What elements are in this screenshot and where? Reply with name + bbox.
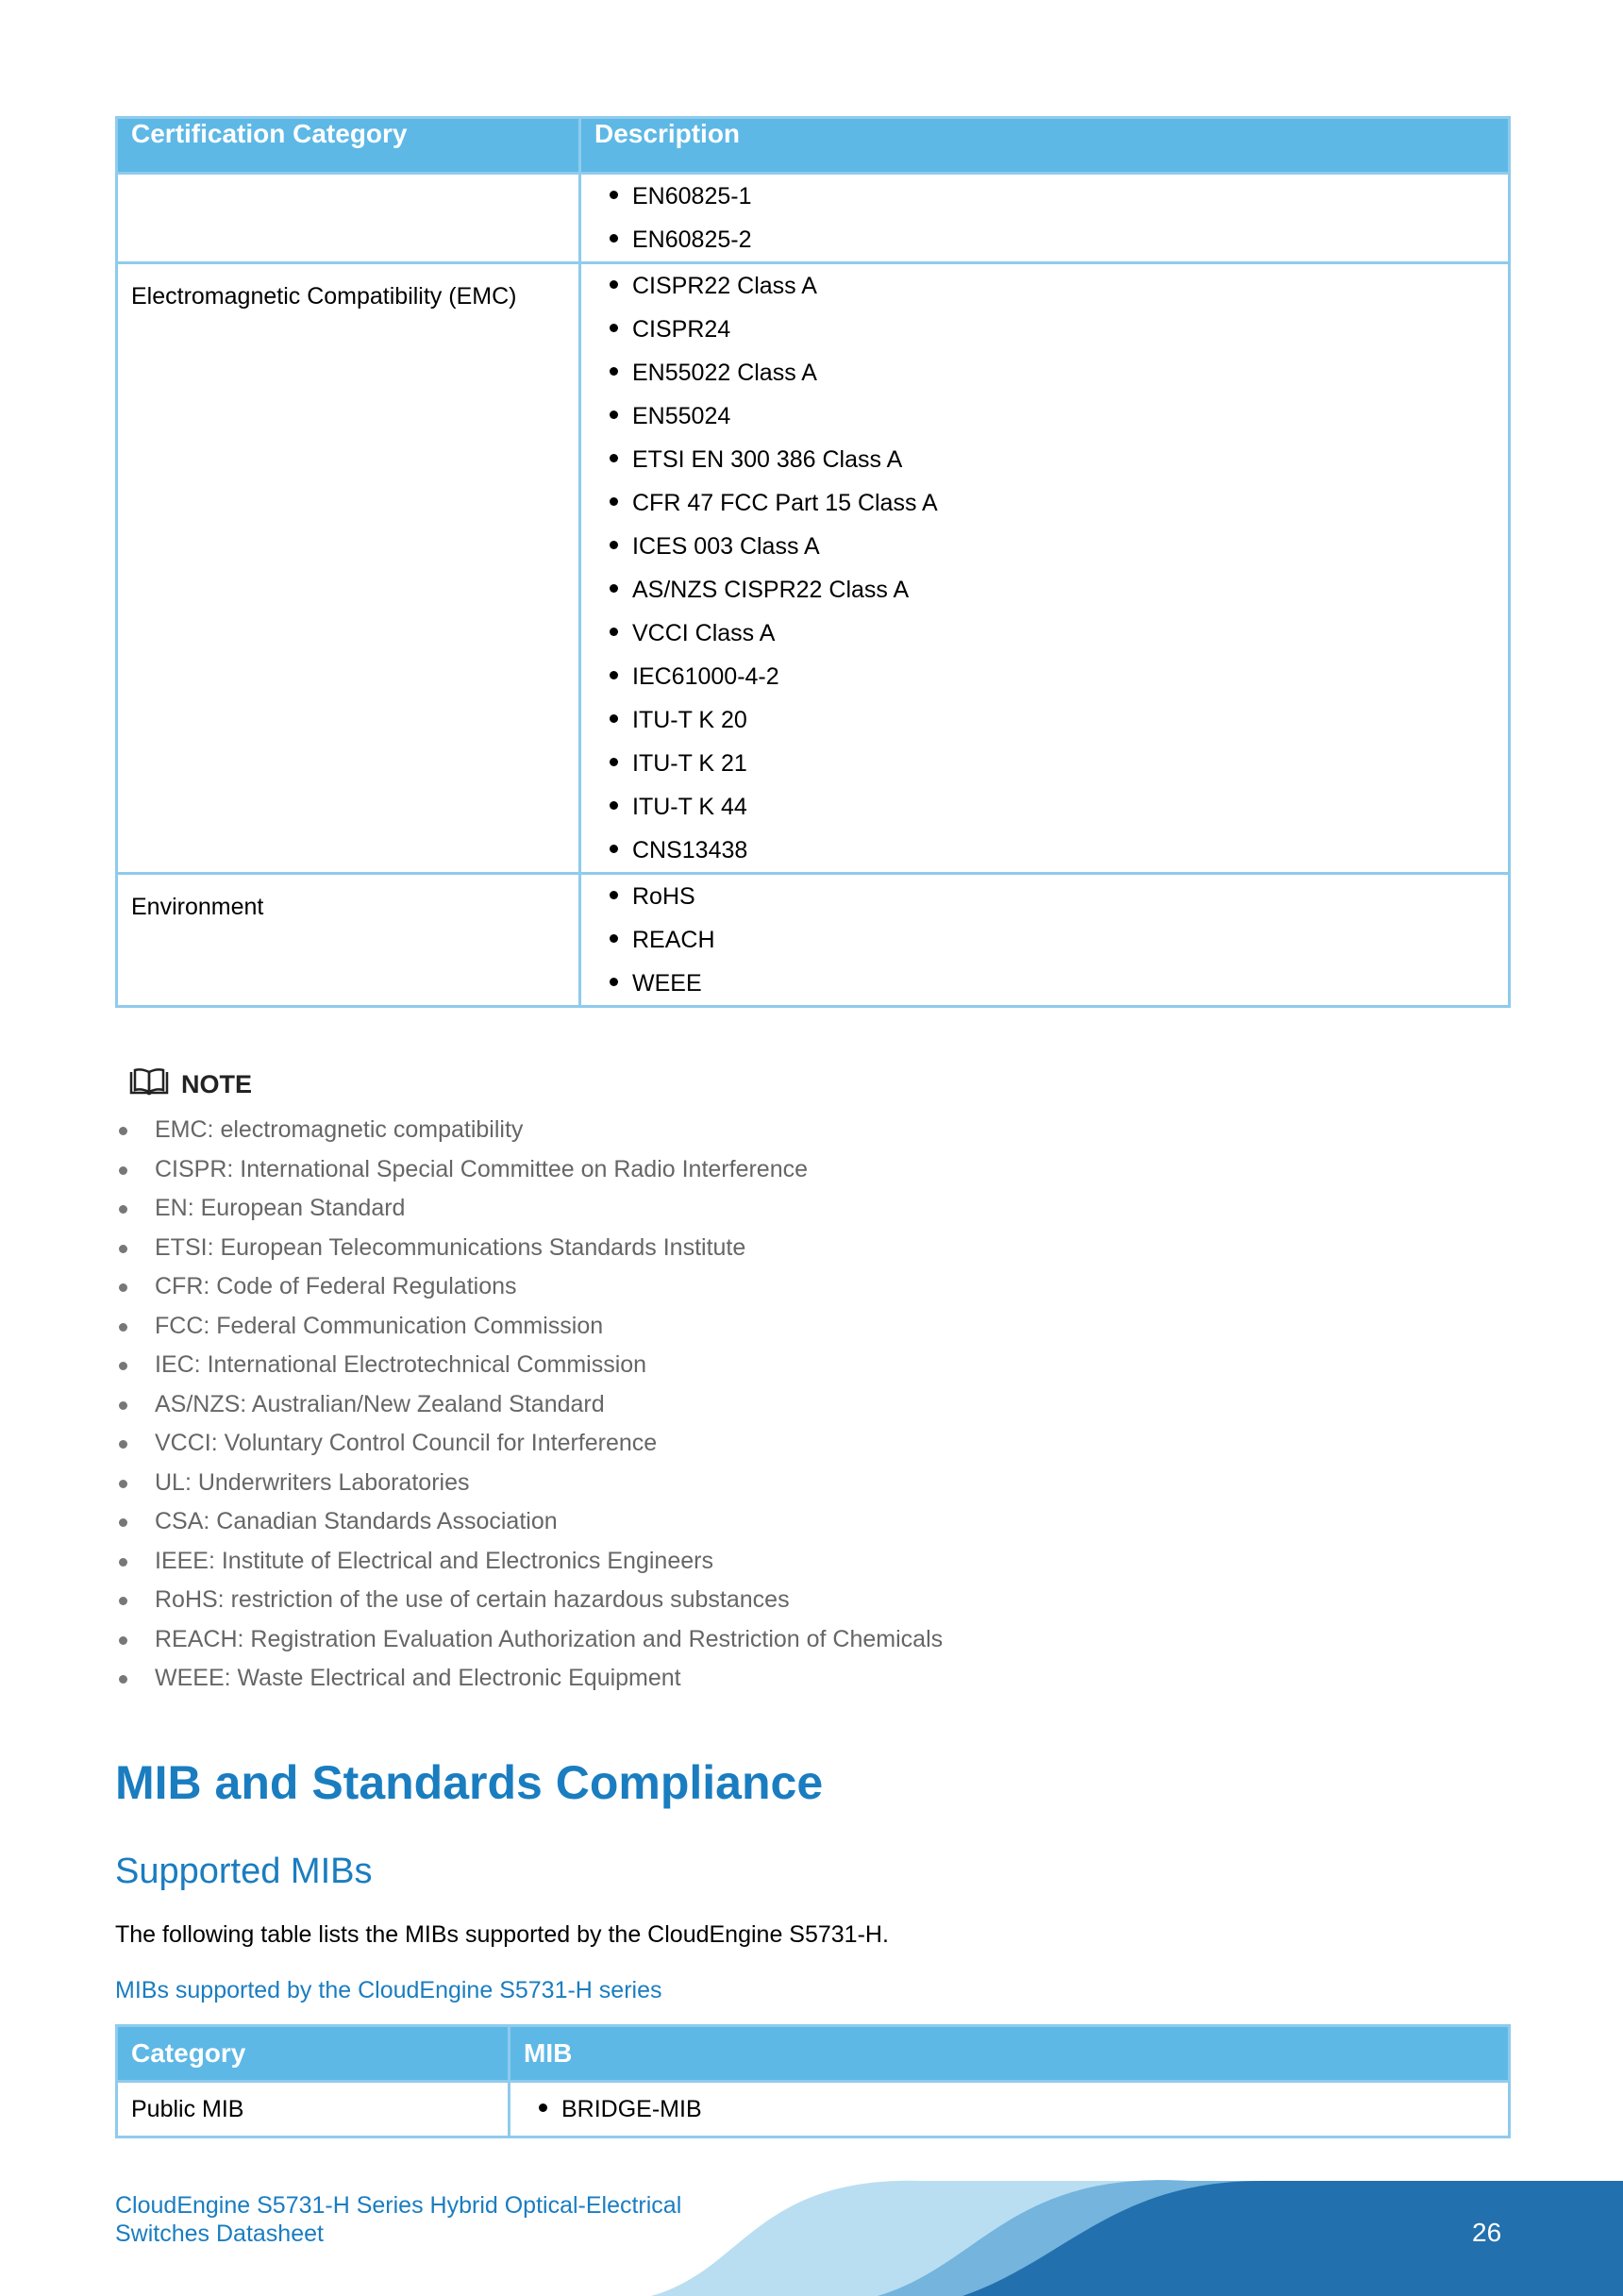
note-item: IEC: International Electrotechnical Commission (115, 1346, 943, 1385)
list-item: ETSI EN 300 386 Class A (594, 438, 1495, 481)
footer-title-line: CloudEngine S5731-H Series Hybrid Optical-Electrical (115, 2192, 682, 2219)
mib-cell (510, 2082, 1510, 2137)
category-cell (117, 174, 580, 263)
bullet-list (594, 175, 1495, 261)
note-item: AS/NZS: Australian/New Zealand Standard (115, 1385, 943, 1425)
bullet-list (594, 264, 1495, 872)
list-item: CFR 47 FCC Part 15 Class A (594, 481, 1495, 525)
list-item: ITU-T K 44 (594, 785, 1495, 829)
note-item: WEEE: Waste Electrical and Electronic Equipment (115, 1659, 943, 1699)
list-item: ITU-T K 20 (594, 698, 1495, 742)
certification-table (115, 116, 1511, 1008)
book-icon (128, 1067, 170, 1102)
column-header-mib: MIB (510, 2026, 1510, 2082)
category-cell: Environment (117, 874, 580, 1007)
table-row (117, 263, 1510, 874)
note-item: CISPR: International Special Committee on Radio Interference (115, 1150, 943, 1190)
note-item: RoHS: restriction of the use of certain hazardous substances (115, 1581, 943, 1620)
footer-title-line: Switches Datasheet (115, 2221, 324, 2247)
table-row (117, 2082, 1510, 2137)
intro-paragraph: The following table lists the MIBs supported by the CloudEngine S5731-H. (115, 1921, 889, 1948)
note-item: UL: Underwriters Laboratories (115, 1464, 943, 1503)
bullet-list (524, 2087, 1495, 2131)
note-label: NOTE (181, 1069, 253, 1098)
note-item: FCC: Federal Communication Commission (115, 1307, 943, 1347)
mib-table (115, 2024, 1511, 2138)
table-header-row (117, 118, 1510, 174)
page-number: 26 (1472, 2218, 1502, 2247)
list-item: RoHS (594, 875, 1495, 918)
note-header (128, 1067, 252, 1101)
list-item: BRIDGE-MIB (524, 2087, 1495, 2131)
note-item: IEEE: Institute of Electrical and Electronics Engineers (115, 1542, 943, 1582)
category-cell: Electromagnetic Compatibility (EMC) (117, 263, 580, 874)
footer-document-title (115, 2191, 681, 2248)
list-item: WEEE (594, 962, 1495, 1005)
list-item: EN55022 Class A (594, 351, 1495, 394)
note-item: REACH: Registration Evaluation Authorization and Restriction of Chemicals (115, 1620, 943, 1660)
list-item: EN60825-2 (594, 218, 1495, 261)
list-item: REACH (594, 918, 1495, 962)
description-cell (580, 874, 1510, 1007)
list-item: EN55024 (594, 394, 1495, 438)
note-item: EN: European Standard (115, 1189, 943, 1229)
table-row (117, 874, 1510, 1007)
column-header-category: Category (117, 2026, 510, 2082)
list-item: CNS13438 (594, 829, 1495, 872)
note-item: CSA: Canadian Standards Association (115, 1502, 943, 1542)
column-header-description: Description (580, 118, 1510, 174)
list-item: AS/NZS CISPR22 Class A (594, 568, 1495, 612)
section-title: MIB and Standards Compliance (115, 1756, 824, 1809)
note-item: EMC: electromagnetic compatibility (115, 1111, 943, 1150)
list-item: ITU-T K 21 (594, 742, 1495, 785)
list-item: ICES 003 Class A (594, 525, 1495, 568)
list-item: EN60825-1 (594, 175, 1495, 218)
list-item: IEC61000-4-2 (594, 655, 1495, 698)
column-header-category: Certification Category (117, 118, 580, 174)
description-cell (580, 263, 1510, 874)
note-item: CFR: Code of Federal Regulations (115, 1267, 943, 1307)
note-item: ETSI: European Telecommunications Standards Institute (115, 1229, 943, 1268)
table-caption: MIBs supported by the CloudEngine S5731-H series (115, 1977, 662, 2003)
table-row (117, 174, 1510, 263)
note-item: VCCI: Voluntary Control Council for Interference (115, 1424, 943, 1464)
table-header-row (117, 2026, 1510, 2082)
note-list (115, 1111, 943, 1699)
list-item: VCCI Class A (594, 612, 1495, 655)
list-item: CISPR22 Class A (594, 264, 1495, 308)
description-cell (580, 174, 1510, 263)
subsection-title: Supported MIBs (115, 1852, 373, 1891)
category-cell: Public MIB (117, 2082, 510, 2137)
bullet-list (594, 875, 1495, 1005)
list-item: CISPR24 (594, 308, 1495, 351)
